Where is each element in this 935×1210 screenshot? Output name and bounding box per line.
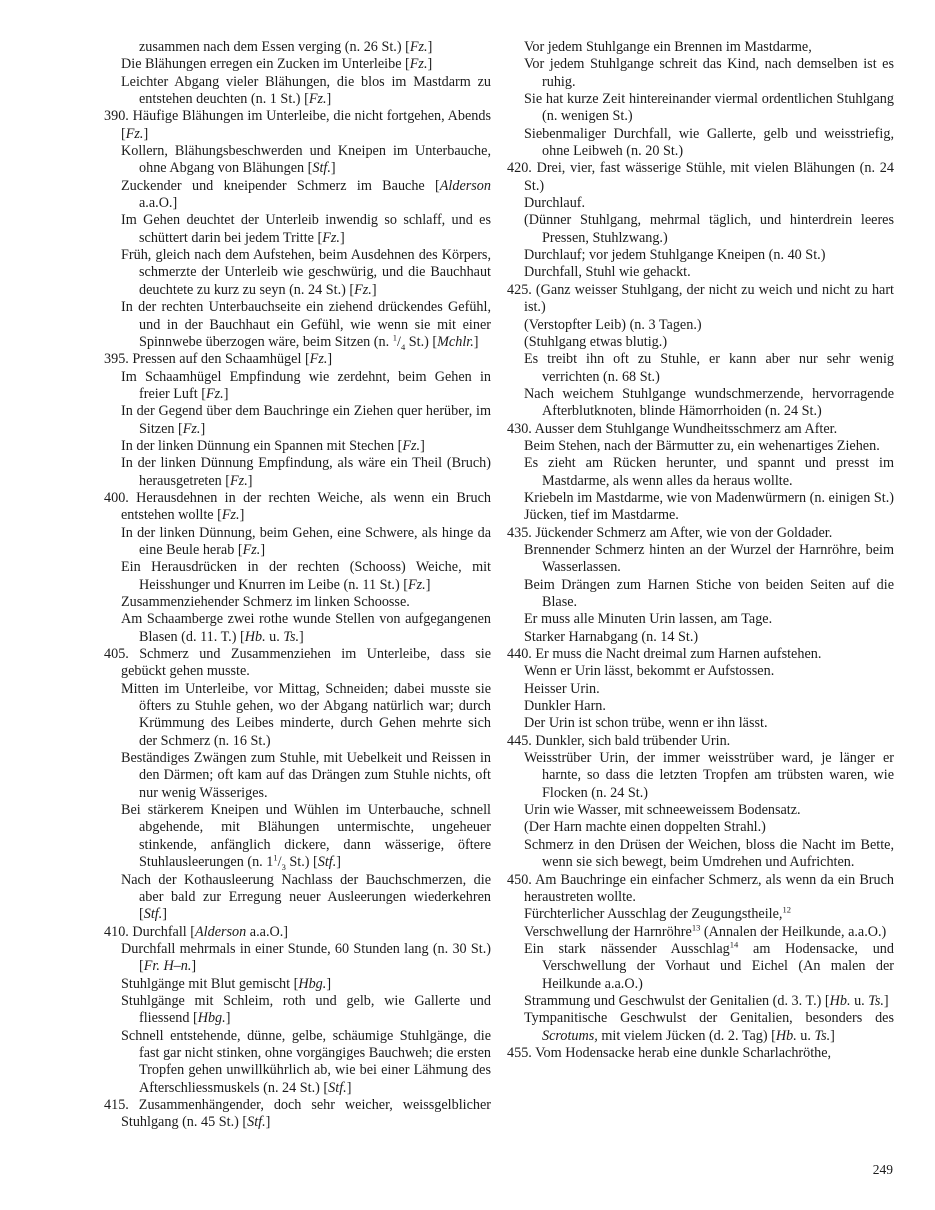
entry-number: 440. [507,646,532,663]
entry: Bei stärkerem Kneipen und Wühlen im Unterbauche, schnell abgehende, mit Blähungen untermischte, ungeheuer stinkende, anfänglich dickere, dann wässerige, öftere Stuhlausleerungen (n. $1^1/_3$ St.) [Stf.] [121,802,491,872]
entry-number: 400. [104,489,129,506]
entry: Leichter Abgang vieler Blähungen, die blos im Mastdarm zu entstehen deuchten (n. 1 St.) [Fz.] [121,73,491,108]
entry: Im Schaamhügel Empfindung wie zerdehnt, beim Gehen in freier Luft [Fz.] [121,368,491,402]
entry: In der linken Dünnung ein Spannen mit Stechen [Fz.] [121,437,425,454]
numbered-entry: 445. Dunkler, sich bald trübender Urin. [507,732,731,749]
entry: Früh, gleich nach dem Aufstehen, beim Ausdehnen des Körpers, schmerzte der Unterleib wie geschwürig, und die Bauchhaut deuchtete zu kurz zu seyn (n. 24 St.) [Fz.] [121,247,491,298]
numbered-entry: 410. Durchfall [Alderson a.a.O.] [104,923,289,940]
entry: Fürchterlicher Ausschlag der Zeugungstheile,$^{12}$ [524,904,791,923]
entry: Sie hat kurze Zeit hintereinander viermal ordentlichen Stuhlgang (n. wenigen St.) [524,91,894,125]
numbered-entry: 400. Herausdehnen in der rechten Weiche, als wenn ein Bruch entstehen wollte [Fz.] [104,489,491,524]
entry: Vor jedem Stuhlgange ein Brennen im Mastdarme, [524,39,812,55]
entry: Am Schaamberge zwei rothe wunde Stellen von aufgegangenen Blasen (d. 11. T.) [Hb. u. Ts.] [121,611,491,645]
entry: Mitten im Unterleibe, vor Mittag, Schneiden; dabei musste sie öfters zu Stuhle gehen, wo der Abgang natürlich war; durch Krümmung des Leibes minderte, durch Gehen mehrte sich der Schmerz (n. 16 St.) [121,680,491,749]
entry: (Dünner Stuhlgang, mehrmal täglich, und hinterdrein leeres Pressen, Stuhlzwang.) [524,212,894,246]
entry-number: 390. [104,108,129,125]
page-number: 249 [872,1162,893,1177]
entry: Durchlauf. [524,195,586,212]
numbered-entry: 430. Ausser dem Stuhlgange Wundheitsschmerz am After. [507,420,838,437]
entry: Verschwellung der Harnröhre$^{13}$ (Annalen der Heilkunde, a.a.O.) [524,921,887,940]
numbered-entry: 435. Jückender Schmerz am After, wie von der Goldader. [507,524,833,541]
numbered-entry: 425. (Ganz weisser Stuhlgang, der nicht zu weich und nicht zu hart ist.) [507,281,894,316]
entry: Siebenmaliger Durchfall, wie Gallerte, gelb und weisstriefig, ohne Leibweh (n. 20 St.) [524,125,894,160]
numbered-entry: 440. Er muss die Nacht dreimal zum Harnen aufstehen. [507,646,822,663]
entry: Starker Harnabgang (n. 14 St.) [524,628,699,645]
entry: Weisstrüber Urin, der immer weisstrüber ward, je länger er harnte, so dass die letzten Tropfen am trübsten waren, wie Flocken (n. 24 St.) [524,750,894,801]
entry: (Stuhlgang etwas blutig.) [524,333,668,350]
entry: Kollern, Blähungsbeschwerden und Kneipen im Unterbauche, ohne Abgang von Blähungen [Stf.] [121,143,491,177]
entry: Es zieht am Rücken herunter, und spannt und presst im Mastdarme, als wenn alles da heraus wollte. [524,455,894,489]
numbered-entry: 455. Vom Hodensacke herab eine dunkle Scharlachröthe, [507,1044,832,1061]
entry: In der linken Dünnung, beim Gehen, eine Schwere, als hinge da eine Beule herab [Fz.] [121,524,491,558]
entry: Wenn er Urin lässt, bekommt er Aufstossen. [524,663,775,680]
right-column [507,39,894,1132]
entry: Nach weichem Stuhlgange wundschmerzende, hervorragende Afterblutknoten, blinde Hämorrhoiden (n. 24 St.) [524,385,894,420]
entry-number: 405. [104,646,129,663]
entry-number: 395. [104,351,129,368]
entry: Urin wie Wasser, mit schneeweissem Bodensatz. [524,802,801,819]
entry: In der Gegend über dem Bauchringe ein Ziehen quer herüber, im Sitzen [Fz.] [121,403,491,437]
entry-number: 445. [507,732,532,749]
numbered-entry: 450. Am Bauchringe ein einfacher Schmerz, als wenn da ein Bruch heraustreten wollte. [507,871,894,905]
entry: Schnell entstehende, dünne, gelbe, schäumige Stuhlgänge, die fast gar nicht stinken, ohne vorgängiges Bauchweh; die ersten Tropfen gehen unwillkührlich ab, wie bei einer Lähmung des Afterschliessmuskels (n. 24 St.) [Stf.] [121,1027,491,1096]
entry-number: 435. [507,524,532,541]
entry: Der Urin ist schon trübe, wenn er ihn lässt. [524,715,768,732]
entry: Zuckender und kneipender Schmerz im Bauche [Alderson a.a.O.] [121,177,491,212]
entry: Nach der Kothausleerung Nachlass der Bauchschmerzen, die aber bald zur Erregung neuer Ausleerungen wiederkehren [Stf.] [121,871,491,923]
entry: Beim Drängen zum Harnen Stiche von beiden Seiten auf die Blase. [524,576,894,610]
entry: Zusammenziehender Schmerz im linken Schoosse. [121,594,410,610]
numbered-entry: 390. Häufige Blähungen im Unterleibe, die nicht fortgehen, Abends [Fz.] [104,108,491,142]
entry: Durchlauf; vor jedem Stuhlgange Kneipen (n. 40 St.) [524,247,826,264]
entry-number: 420. [507,160,532,177]
entry: (Der Harn machte einen doppelten Strahl.) [524,819,766,836]
entry: Schmerz in den Drüsen der Weichen, bloss die Nacht im Bette, wenn sie sich bewegt, beim Umdrehen und Aufrichten. [524,836,894,871]
entry: Ein stark nässender Ausschlag$^{14}$ am Hodensacke, und Verschwellung der Vorhaut und Eichel (An malen der Heilkunde a.a.O.) [524,939,894,992]
text-columns [104,39,894,1132]
entry: (Verstopfter Leib) (n. 3 Tagen.) [524,316,702,333]
entry: Durchfall mehrmals in einer Stunde, 60 Stunden lang (n. 30 St.) [Fr. H–n.] [121,940,491,975]
entry: Durchfall, Stuhl wie gehackt. [524,264,691,281]
entry: Brennender Schmerz hinten an der Wurzel der Harnröhre, beim Wasserlassen. [524,541,894,576]
entry: In der linken Dünnung Empfindung, als wäre ein Theil (Bruch) herausgetreten [Fz.] [121,455,491,489]
entry: Ein Herausdrücken in der rechten (Schooss) Weiche, mit Heisshunger und Knurren im Leibe (n. 11 St.) [Fz.] [121,559,491,593]
entry-number: 450. [507,871,532,888]
entry: Die Blähungen erregen ein Zucken im Unterleibe [Fz.] [121,56,433,73]
entry: Dunkler Harn. [524,698,606,715]
entry: In der rechten Unterbauchseite ein ziehend drückendes Gefühl, und in der Bauchhaut ein Gefühl, wie wenn sie mit einer Spinnwebe überzogen wäre, beim Sitzen (n. $^1/_4$ St.) [Mchlr.] [121,299,491,352]
entry-number: 455. [507,1044,532,1061]
numbered-entry: 405. Schmerz und Zusammenziehen im Unterleibe, dass sie gebückt gehen musste. [104,646,491,680]
entry-number: 430. [507,420,532,437]
entry: Jücken, tief im Mastdarme. [524,507,679,524]
entry: Kriebeln im Mastdarme, wie von Madenwürmern (n. einigen St.) [524,489,894,506]
entry: Stuhlgänge mit Schleim, roth und gelb, wie Gallerte und fliessend [Hbg.] [121,992,491,1027]
entry: Heisser Urin. [524,680,600,697]
entry: Beim Stehen, nach der Bärmutter zu, ein wehenartiges Ziehen. [524,437,880,454]
entry: Strammung und Geschwulst der Genitalien (d. 3. T.) [Hb. u. Ts.] [524,992,889,1009]
entry-number: 410. [104,923,129,940]
entry: Es treibt ihn oft zu Stuhle, er kann aber nur sehr wenig verrichten (n. 68 St.) [524,351,894,385]
numbered-entry: 420. Drei, vier, fast wässerige Stühle, mit vielen Blähungen (n. 24 St.) [507,160,894,194]
numbered-entry: 395. Pressen auf den Schaamhügel [Fz.] [104,351,333,368]
left-column [104,39,491,1132]
entry: Im Gehen deuchtet der Unterleib inwendig so schlaff, und es schüttert darin bei jedem Tritte [Fz.] [121,212,491,246]
entry-number: 425. [507,281,532,298]
entry: Tympanitische Geschwulst der Genitalien, besonders des Scrotums, mit vielem Jücken (d. 2. Tag) [Hb. u. Ts.] [524,1010,894,1044]
entry: zusammen nach dem Essen verging (n. 26 St.) [Fz.] [139,39,433,55]
numbered-entry: 415. Zusammenhängender, doch sehr weicher, weissgelblicher Stuhlgang (n. 45 St.) [Stf.] [104,1096,491,1131]
entry: Stuhlgänge mit Blut gemischt [Hbg.] [121,975,332,992]
entry: Er muss alle Minuten Urin lassen, am Tage. [524,611,773,628]
entry: Vor jedem Stuhlgange schreit das Kind, nach demselben ist es ruhig. [524,56,894,90]
entry-number: 415. [104,1096,129,1113]
entry: Beständiges Zwängen zum Stuhle, mit Uebelkeit und Reissen in den Därmen; oft kam auf das Drängen zum Stuhle nichts, oft nur wenig Wässeriges. [121,750,491,801]
